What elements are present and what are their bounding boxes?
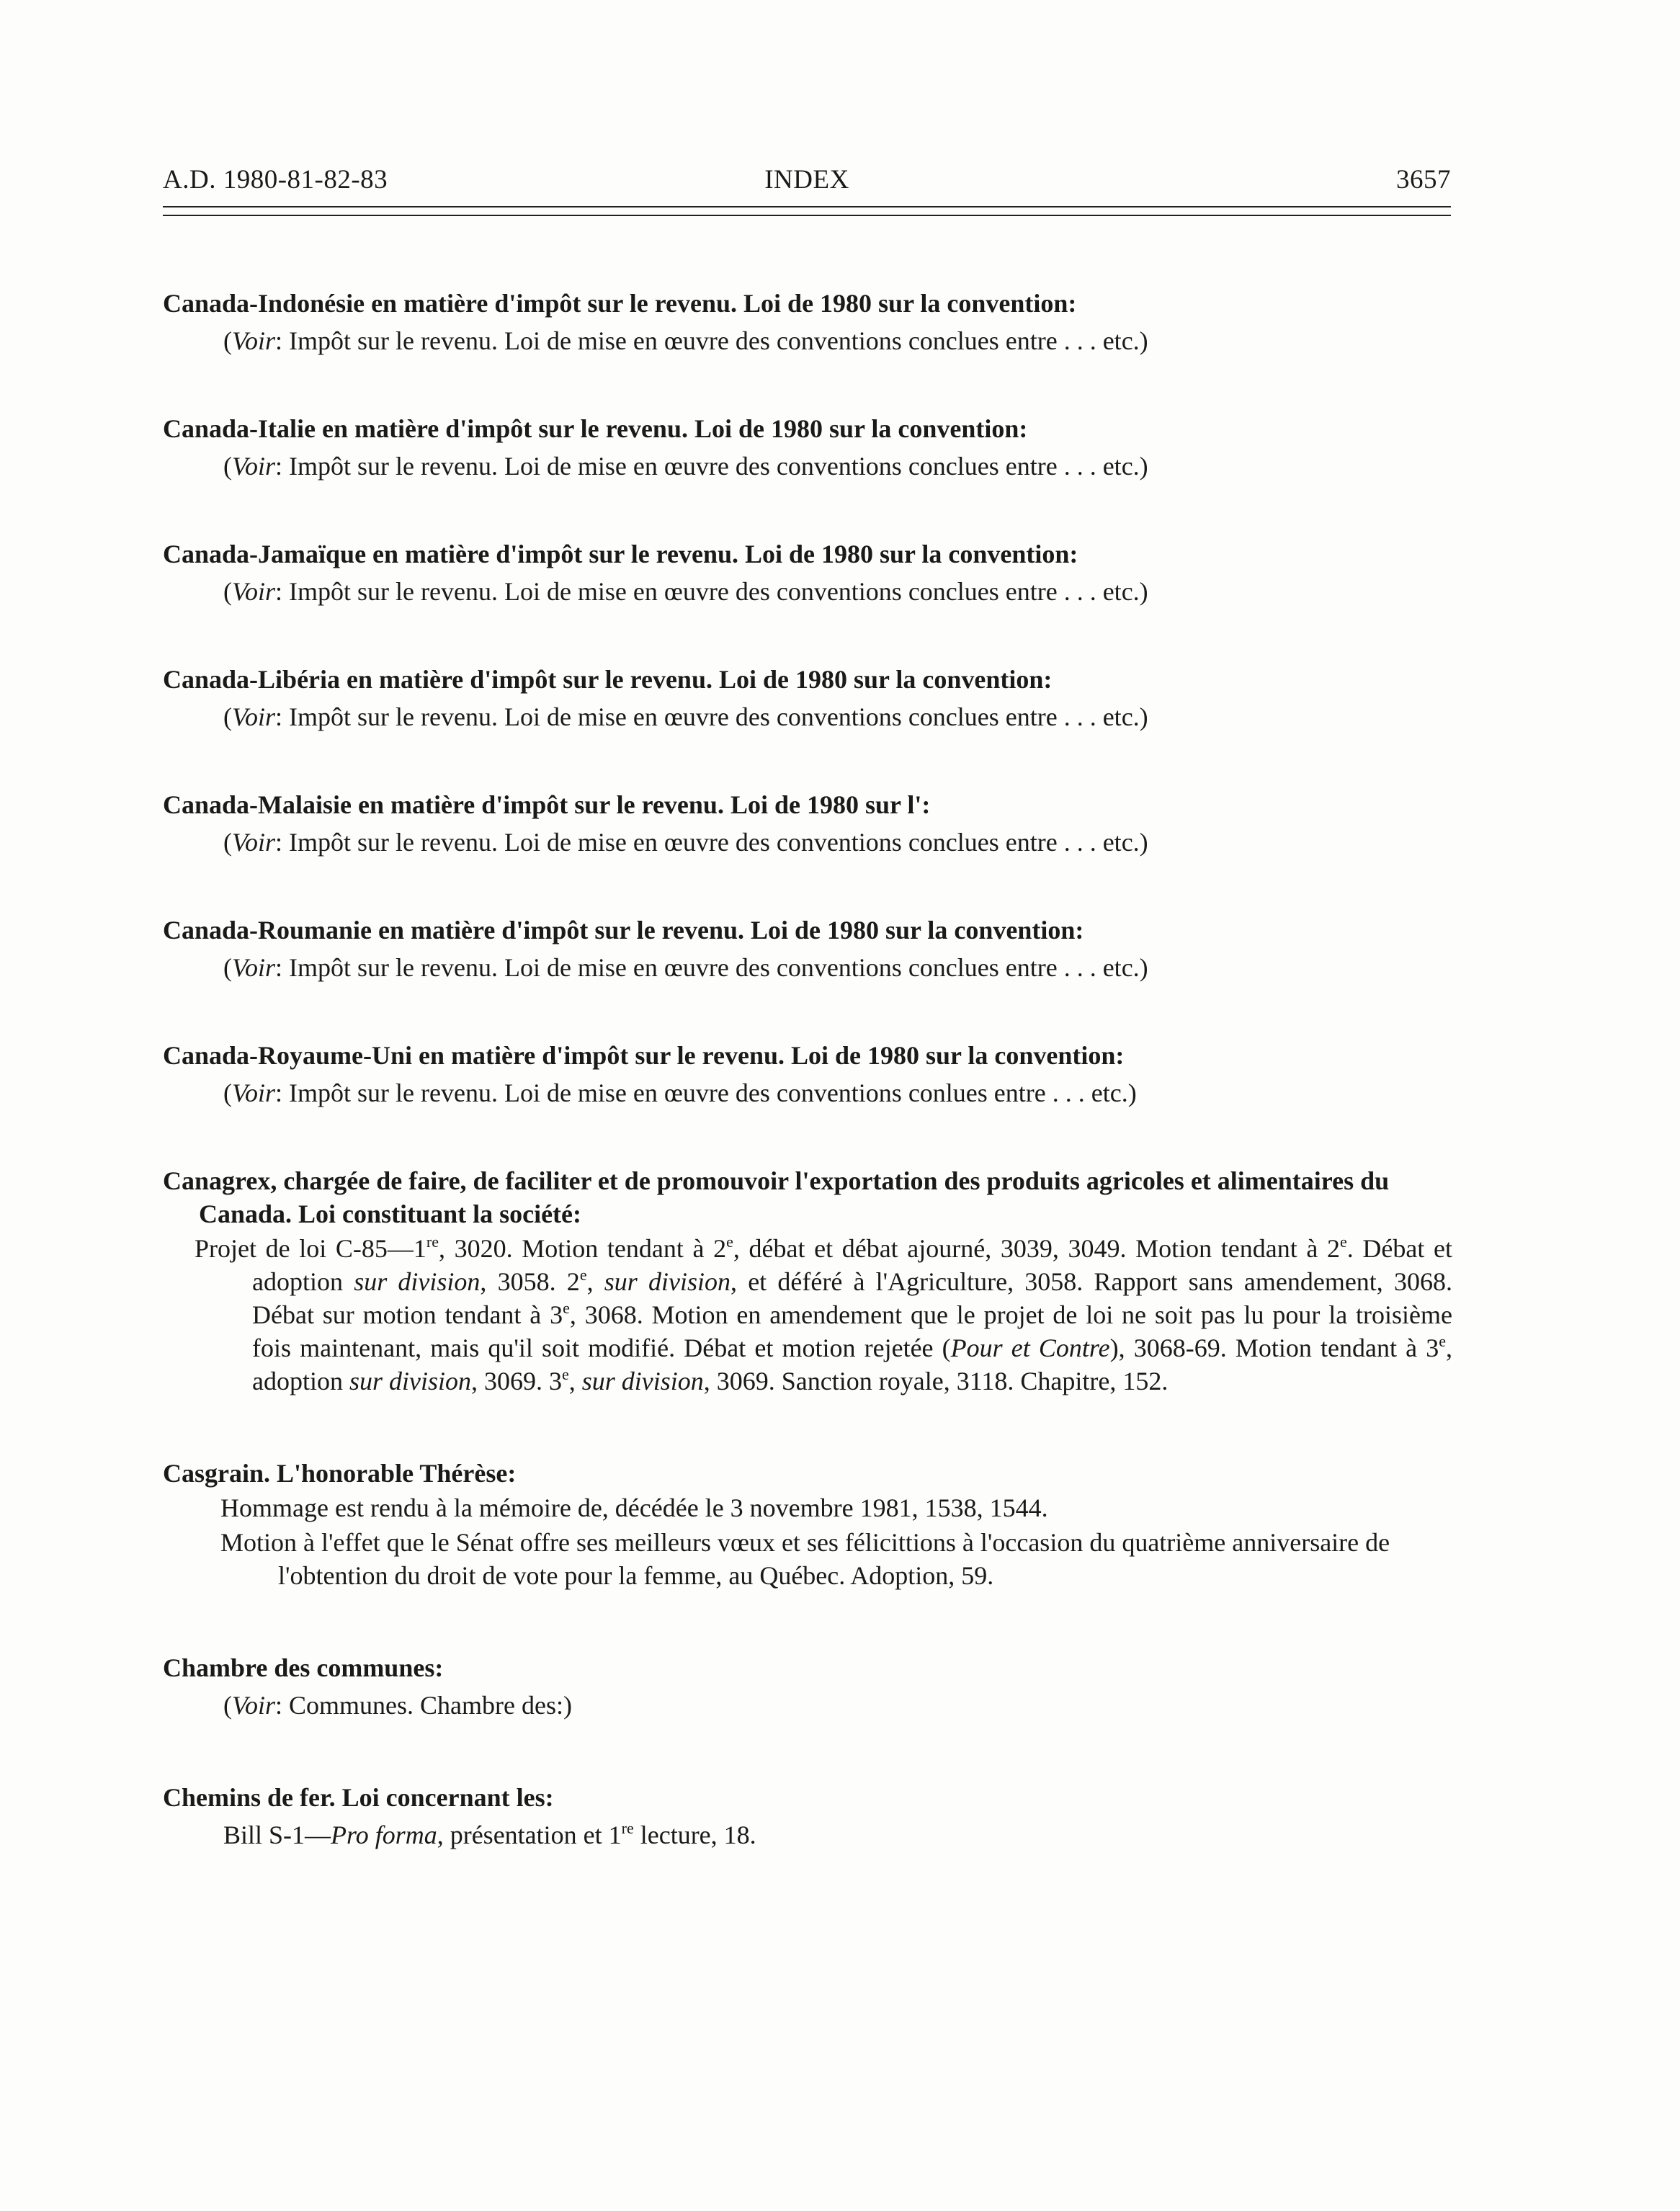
- header-years: A.D. 1980-81-82-83: [163, 165, 388, 195]
- bill-text: Projet de loi C-85—1: [195, 1234, 426, 1263]
- ordinal-sup: e: [1439, 1332, 1446, 1350]
- see-reference-text: Impôt sur le revenu. Loi de mise en œuvre des conventions conlues entre . . . etc.): [289, 1078, 1137, 1107]
- index-entry-roumanie: [163, 914, 1452, 984]
- bill-text: , et déféré à l'Agriculture, 3058. Rapport sans amendement, 3068. Débat sur motion tendant à 3: [252, 1267, 1453, 1329]
- voir-label: Voir: [232, 452, 276, 481]
- index-entry-malaisie: [163, 788, 1452, 859]
- see-reference: (Voir: Impôt sur le revenu. Loi de mise en œuvre des conventions conclues entre . . . etc.): [223, 953, 1148, 982]
- see-reference-text: Impôt sur le revenu. Loi de mise en œuvre des conventions conclues entre . . . etc.): [289, 326, 1148, 355]
- entry-heading: Casgrain. L'honorable Thérèse:: [163, 1459, 517, 1488]
- page-number: 3657: [1396, 165, 1451, 195]
- header-rule-top: [163, 206, 1451, 207]
- voir-label: Voir: [232, 1691, 276, 1720]
- voir-label: Voir: [232, 702, 276, 731]
- ordinal-sup: e: [563, 1299, 570, 1317]
- bill-history: [163, 1232, 1452, 1398]
- bill-text: ,: [586, 1267, 604, 1296]
- bill-text: Bill S-1—: [223, 1821, 331, 1849]
- subentry: Motion à l'effet que le Sénat offre ses meilleurs vœux et ses félicittions à l'occasion du quatrième anniversaire de l'obtention du droit de vote pour la femme, au Québec. Adoption, 59.: [220, 1528, 1390, 1590]
- see-reference: (Voir: Impôt sur le revenu. Loi de mise en œuvre des conventions conclues entre . . . etc.): [223, 326, 1148, 355]
- see-reference: (Voir: Impôt sur le revenu. Loi de mise en œuvre des conventions conclues entre . . . etc.): [223, 452, 1148, 481]
- entry-heading: Canada-Indonésie en matière d'impôt sur le revenu. Loi de 1980 sur la convention:: [163, 289, 1077, 318]
- index-entry-liberia: [163, 663, 1452, 733]
- entry-heading: Canada-Jamaïque en matière d'impôt sur le revenu. Loi de 1980 sur la convention:: [163, 540, 1078, 568]
- bill-italic: Pour et Contre: [950, 1334, 1110, 1362]
- entry-heading: Canada-Royaume-Uni en matière d'impôt sur le revenu. Loi de 1980 sur la convention:: [163, 1041, 1125, 1070]
- bill-text: , 3069. Sanction royale, 3118. Chapitre, 152.: [703, 1367, 1169, 1395]
- bill-text: lecture, 18.: [633, 1821, 756, 1849]
- bill-italic: sur division: [604, 1267, 730, 1296]
- see-reference: (Voir: Communes. Chambre des:): [223, 1691, 572, 1720]
- index-entry-chemins: [163, 1781, 1452, 1852]
- bill-text: ,: [568, 1367, 582, 1395]
- bill-text: , débat et débat ajourné, 3039, 3049. Motion tendant à 2: [733, 1234, 1341, 1263]
- header-rule-bottom: [163, 215, 1451, 216]
- bill-text: , 3068. Motion en amendement que le projet de loi ne soit pas lu pour la troisième fois maintenant, mais qu'il soit modifié. Débat et motion rejetée (: [252, 1300, 1452, 1362]
- index-entry-chambre: [163, 1651, 1452, 1722]
- entry-heading: Canagrex, chargée de faire, de faciliter et de promouvoir l'exportation des produits agricoles et alimentaires du Canada. Loi constituant la société:: [163, 1166, 1390, 1228]
- entry-heading: Chambre des communes:: [163, 1653, 444, 1682]
- index-entry-royaume-uni: [163, 1039, 1452, 1109]
- see-reference-text: Impôt sur le revenu. Loi de mise en œuvre des conventions conclues entre . . . etc.): [289, 577, 1148, 606]
- header-title: INDEX: [764, 165, 849, 195]
- entry-heading: Canada-Libéria en matière d'impôt sur le revenu. Loi de 1980 sur la convention:: [163, 665, 1053, 694]
- entry-heading: Canada-Italie en matière d'impôt sur le revenu. Loi de 1980 sur la convention:: [163, 414, 1028, 443]
- ordinal-sup: re: [621, 1819, 634, 1837]
- index-entry-canagrex: [163, 1164, 1452, 1398]
- bill-text: , 3069. 3: [471, 1367, 562, 1395]
- index-entry-italie: [163, 412, 1452, 483]
- see-reference-text: Impôt sur le revenu. Loi de mise en œuvre des conventions conclues entre . . . etc.): [289, 953, 1148, 982]
- bill-italic: Pro forma: [331, 1821, 437, 1849]
- see-reference: (Voir: Impôt sur le revenu. Loi de mise en œuvre des conventions conclues entre . . . etc.): [223, 828, 1148, 857]
- voir-label: Voir: [232, 828, 276, 857]
- bill-text: , 3020. Motion tendant à 2: [438, 1234, 727, 1263]
- ordinal-sup: re: [426, 1233, 439, 1251]
- bill-text: . Débat et adoption: [252, 1234, 1453, 1296]
- bill-italic: sur division: [581, 1367, 704, 1395]
- see-reference-text: Communes. Chambre des:): [289, 1691, 572, 1720]
- see-reference: (Voir: Impôt sur le revenu. Loi de mise en œuvre des conventions conlues entre . . . etc.): [223, 1078, 1137, 1107]
- voir-label: Voir: [232, 577, 276, 606]
- running-head: [163, 164, 1451, 203]
- ordinal-sup: e: [579, 1266, 587, 1284]
- index-entries: [163, 287, 1452, 1852]
- subentry: Hommage est rendu à la mémoire de, décédée le 3 novembre 1981, 1538, 1544.: [220, 1493, 1048, 1522]
- voir-label: Voir: [232, 326, 276, 355]
- see-reference-text: Impôt sur le revenu. Loi de mise en œuvre des conventions conclues entre . . . etc.): [289, 702, 1148, 731]
- bill-history: [163, 1818, 1452, 1852]
- index-entry-indonesie: [163, 287, 1452, 357]
- index-entry-casgrain: [163, 1457, 1452, 1592]
- entry-heading: Chemins de fer. Loi concernant les:: [163, 1783, 554, 1812]
- entry-heading: Canada-Malaisie en matière d'impôt sur le revenu. Loi de 1980 sur l':: [163, 790, 931, 819]
- bill-text: , 3058. 2: [480, 1267, 580, 1296]
- entry-heading: Canada-Roumanie en matière d'impôt sur le revenu. Loi de 1980 sur la convention:: [163, 916, 1084, 944]
- bill-text: ), 3068-69. Motion tendant à 3: [1109, 1334, 1439, 1362]
- ordinal-sup: e: [726, 1233, 733, 1251]
- bill-text: , présentation et 1: [437, 1821, 622, 1849]
- see-reference-text: Impôt sur le revenu. Loi de mise en œuvre des conventions conclues entre . . . etc.): [289, 452, 1148, 481]
- see-reference: (Voir: Impôt sur le revenu. Loi de mise en œuvre des conventions conclues entre . . . etc.): [223, 577, 1148, 606]
- ordinal-sup: e: [1340, 1233, 1347, 1251]
- bill-italic: sur division: [354, 1267, 481, 1296]
- bill-text: , adoption: [252, 1334, 1452, 1395]
- ordinal-sup: e: [562, 1365, 569, 1383]
- see-reference-text: Impôt sur le revenu. Loi de mise en œuvre des conventions conclues entre . . . etc.): [289, 828, 1148, 857]
- bill-italic: sur division: [349, 1367, 471, 1395]
- index-entry-jamaique: [163, 537, 1452, 608]
- voir-label: Voir: [232, 953, 276, 982]
- see-reference: (Voir: Impôt sur le revenu. Loi de mise en œuvre des conventions conclues entre . . . etc.): [223, 702, 1148, 731]
- voir-label: Voir: [232, 1078, 276, 1107]
